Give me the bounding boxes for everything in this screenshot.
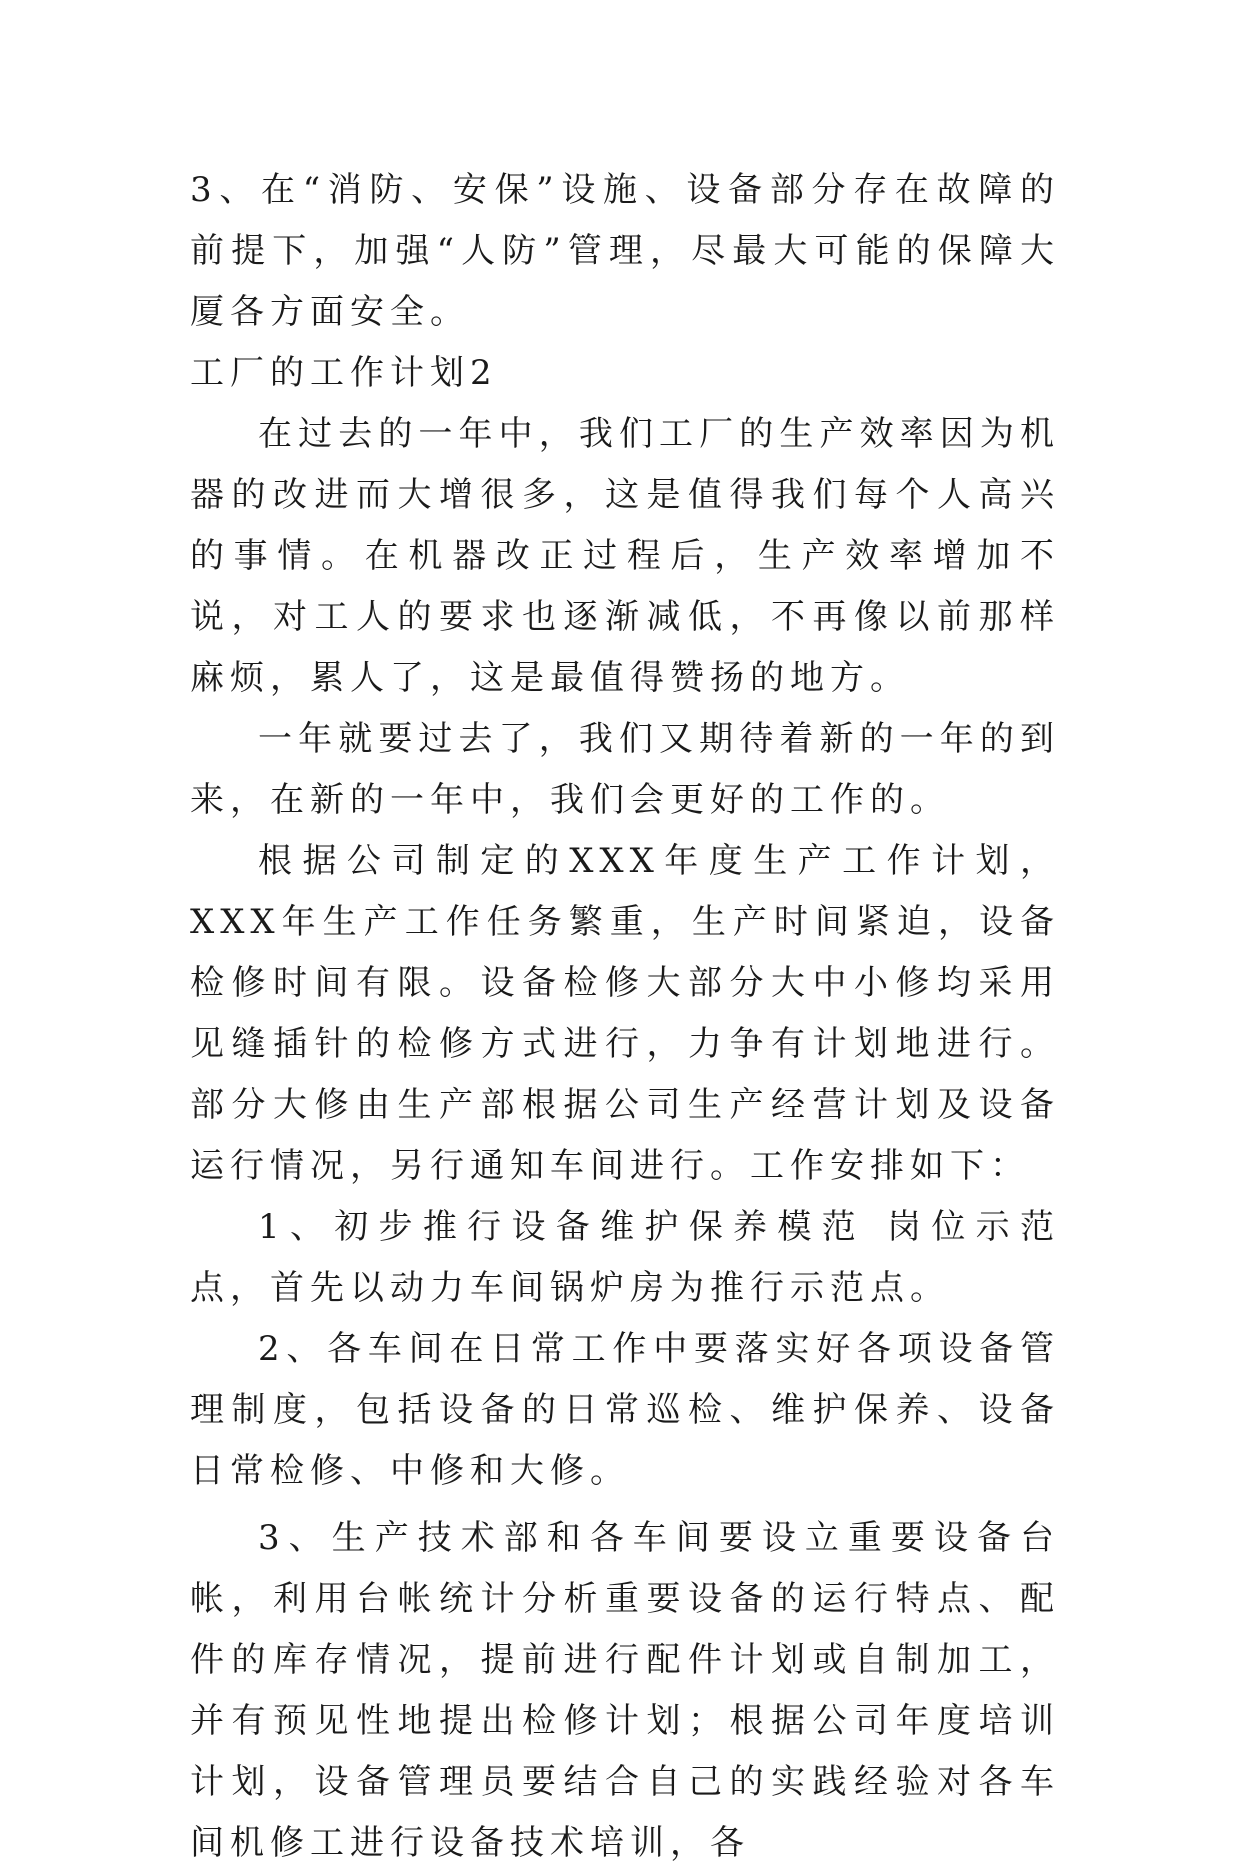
paragraph-new-year: 一年就要过去了，我们又期待着新的一年的到来，在新的一年中，我们会更好的工作的。 bbox=[190, 719, 1060, 820]
paragraph-item-3: 3、生产技术部和各车间要设立重要设备台帐，利用台帐统计分析重要设备的运行特点、配件的库存情况，提前进行配件计划或自制加工，并有预见性地提出检修计划；根据公司年度培训计划，设备管理员要结合自己的实践经验对各车间机修工进行设备技术培训，各 bbox=[190, 1518, 1060, 1863]
paragraph-item-1: 1、初步推行设备维护保养模范 岗位示范点，首先以动力车间锅炉房为推行示范点。 bbox=[190, 1207, 1060, 1308]
section-heading: 工厂的工作计划2 bbox=[190, 353, 498, 393]
paragraph-past-year: 在过去的一年中，我们工厂的生产效率因为机器的改进而大增很多，这是值得我们每个人高兴的事情。在机器改正过程后，生产效率增加不说，对工人的要求也逐渐减低，不再像以前那样麻烦，累人了，这是最值得赞扬的地方。 bbox=[190, 414, 1060, 698]
paragraph-item-2: 2、各车间在日常工作中要落实好各项设备管理制度，包括设备的日常巡检、维护保养、设备日常检修、中修和大修。 bbox=[190, 1329, 1060, 1491]
paragraph-production-plan: 根据公司制定的XXX年度生产工作计划，XXX年生产工作任务繁重，生产时间紧迫，设备检修时间有限。设备检修大部分大中小修均采用见缝插针的检修方式进行，力争有计划地进行。部分大修由生产部根据公司生产经营计划及设备运行情况，另行通知车间进行。工作安排如下： bbox=[190, 841, 1060, 1186]
document-body bbox=[190, 160, 1060, 1874]
paragraph-security-item-3: 3、在“消防、安保”设施、设备部分存在故障的前提下，加强“人防”管理，尽最大可能的保障大厦各方面安全。 bbox=[190, 170, 1060, 332]
